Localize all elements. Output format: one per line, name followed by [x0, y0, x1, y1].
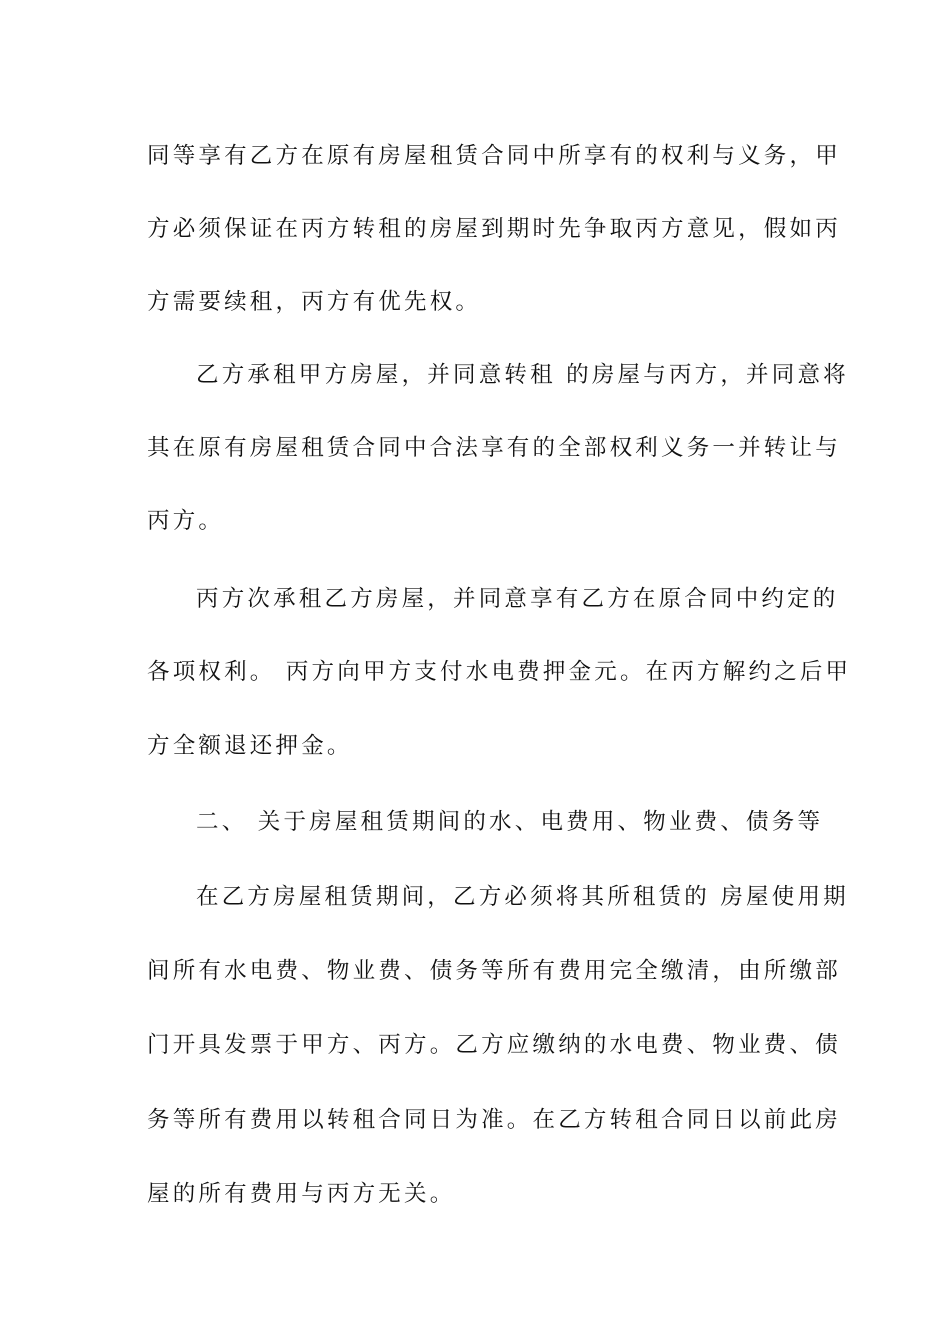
text-line: 各项权利。 丙方向甲方支付水电费押金元。在丙方解约之后甲	[147, 659, 852, 685]
text-line: 门开具发票于甲方、丙方。乙方应缴纳的水电费、物业费、债	[147, 1032, 841, 1058]
text-line: 方全额退还押金。	[147, 733, 353, 759]
paragraph-start-line: 丙方次承租乙方房屋，并同意享有乙方在原合同中约定的	[196, 586, 839, 612]
paragraph-start-line: 在乙方房屋租赁期间，乙方必须将其所租赁的 房屋使用期	[196, 884, 849, 910]
section-heading: 二、 关于房屋租赁期间的水、电费用、物业费、债务等	[196, 809, 824, 835]
text-line: 间所有水电费、物业费、债务等所有费用完全缴清，由所缴部	[147, 958, 841, 984]
text-line: 其在原有房屋租赁合同中合法享有的全部权利义务一并转让与	[147, 435, 841, 461]
text-line: 同等享有乙方在原有房屋租赁合同中所享有的权利与义务，甲	[147, 143, 841, 169]
text-line: 务等所有费用以转租合同日为准。在乙方转租合同日以前此房	[147, 1107, 841, 1133]
text-line: 屋的所有费用与丙方无关。	[147, 1181, 456, 1207]
text-line: 方需要续租，丙方有优先权。	[147, 289, 482, 315]
text-line: 丙方。	[147, 508, 225, 534]
text-line: 方必须保证在丙方转租的房屋到期时先争取丙方意见，假如丙	[147, 216, 841, 242]
paragraph-start-line: 乙方承租甲方房屋，并同意转租 的房屋与丙方，并同意将	[196, 362, 849, 388]
